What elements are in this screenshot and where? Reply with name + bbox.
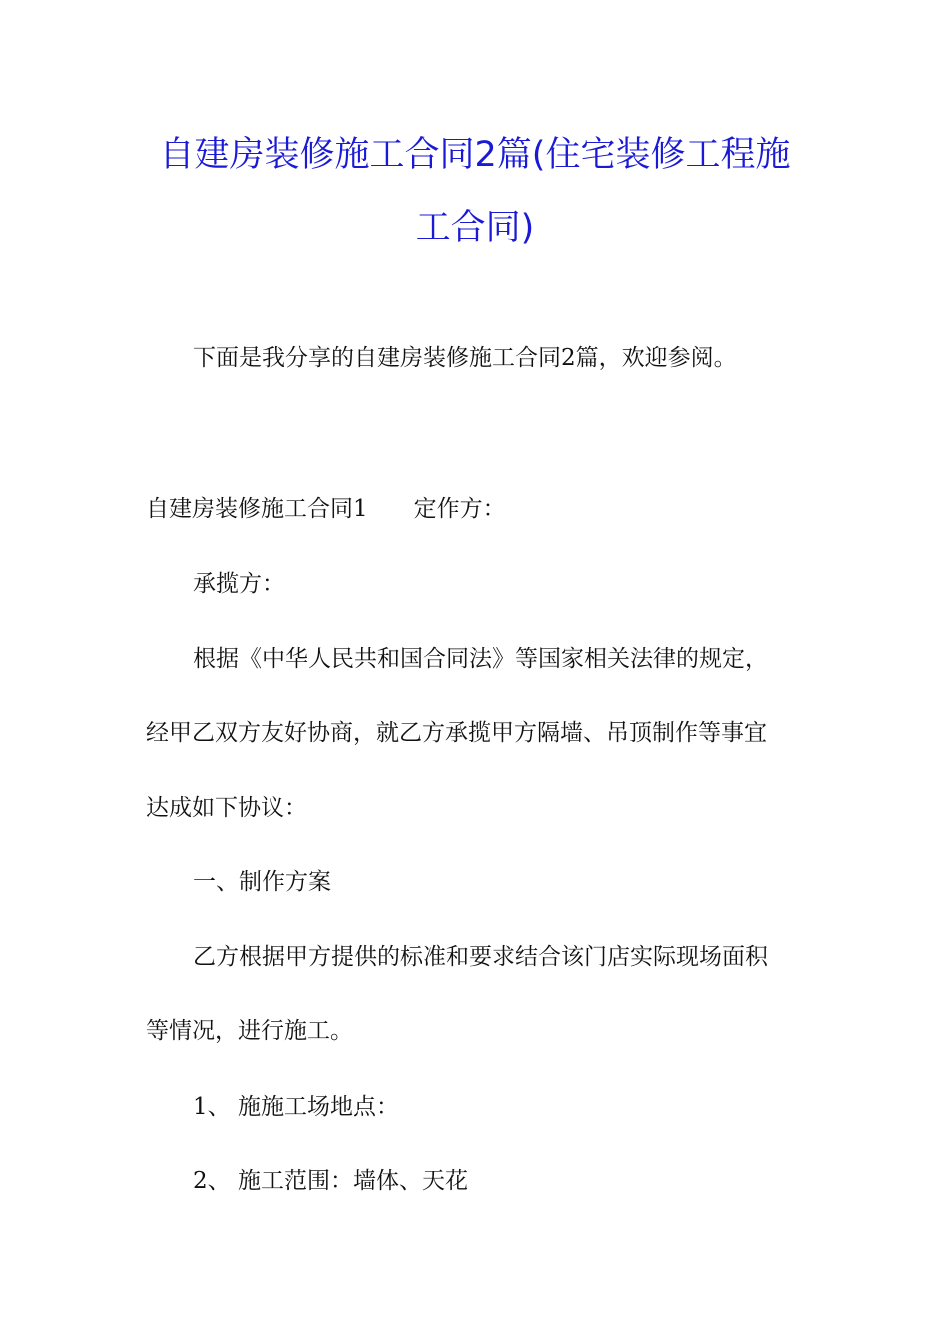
paragraph-1-line-2: 经甲乙双方友好协商，就乙方承揽甲方隔墙、吊顶制作等事宜: [146, 720, 767, 746]
contract-1-heading: 自建房装修施工合同1: [146, 496, 368, 522]
paragraph-2-line-2: 等情况，进行施工。: [146, 1018, 353, 1044]
paragraph-2-line-1: 乙方根据甲方提供的标准和要求结合该门店实际现场面积: [193, 944, 768, 970]
section-1-heading: 一、制作方案: [193, 869, 331, 895]
document-title-line-1: 自建房装修施工合同2篇(住宅装修工程施: [159, 135, 791, 175]
party-b-label: 承揽方：: [193, 571, 285, 597]
list-item-1: 1、 施施工场地点：: [193, 1094, 399, 1120]
intro-paragraph: 下面是我分享的自建房装修施工合同2篇，欢迎参阅。: [193, 345, 737, 371]
contract-1-heading-line: [146, 494, 506, 524]
list-item-2: 2、 施工范围：墙体、天花: [193, 1168, 468, 1194]
paragraph-1-line-1: 根据《中华人民共和国合同法》等国家相关法律的规定，: [193, 646, 768, 672]
document-title-line-2: 工合同): [415, 208, 535, 248]
paragraph-1-line-3: 达成如下协议：: [146, 795, 307, 821]
party-a-label: 定作方：: [413, 496, 506, 522]
